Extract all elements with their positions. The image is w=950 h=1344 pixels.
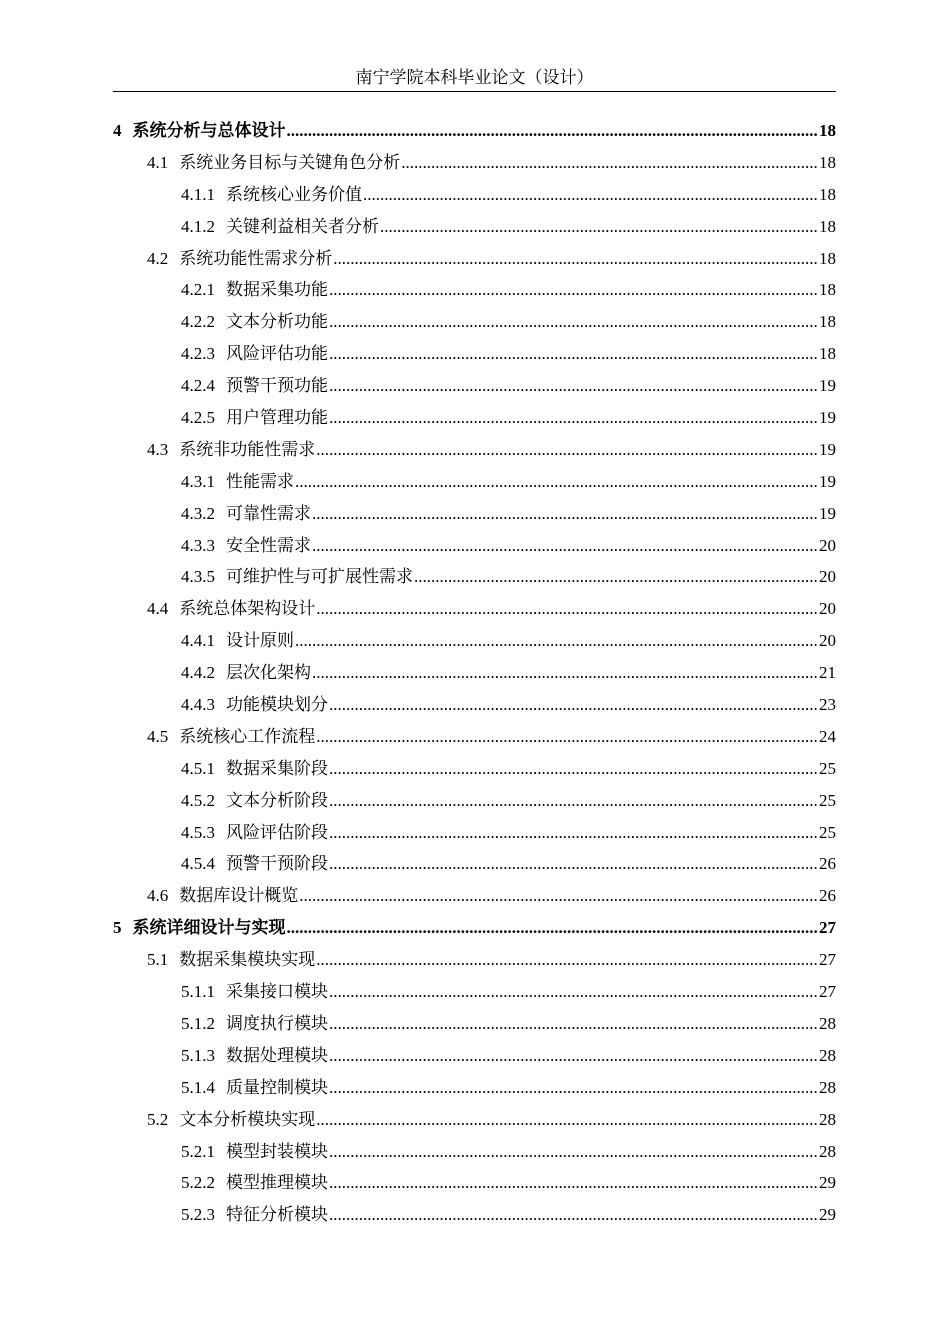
toc-entry[interactable]	[113, 1040, 836, 1072]
toc-entry-title: 模型封装模块	[226, 1141, 328, 1161]
toc-entry-title: 预警干预功能	[226, 376, 328, 396]
toc-entry-title: 关键利益相关者分析	[226, 216, 379, 236]
toc-entry-number: 4.2.5	[181, 408, 215, 428]
toc-entry[interactable]	[113, 370, 836, 402]
toc-entry-page: 19	[819, 408, 836, 428]
toc-dot-leader	[329, 785, 818, 817]
toc-entry-page: 29	[819, 1205, 836, 1225]
toc-entry-title: 特征分析模块	[226, 1205, 328, 1225]
toc-dot-leader	[329, 976, 818, 1008]
toc-entry-title: 数据采集模块实现	[179, 950, 316, 970]
toc-entry-page: 19	[819, 439, 836, 459]
toc-entry-number: 4.5.3	[181, 822, 215, 842]
toc-entry[interactable]	[113, 657, 836, 689]
toc-dot-leader	[329, 1040, 818, 1072]
toc-entry-title: 数据库设计概览	[179, 886, 299, 906]
toc-entry-title: 层次化架构	[226, 663, 311, 683]
toc-entry-page: 18	[819, 216, 836, 236]
toc-entry-title: 用户管理功能	[226, 408, 328, 428]
toc-entry-page: 26	[819, 886, 836, 906]
toc-entry-title: 质量控制模块	[226, 1077, 328, 1097]
toc-entry[interactable]	[113, 976, 836, 1008]
toc-entry-page: 18	[819, 121, 836, 140]
toc-entry-number: 4.1.2	[181, 216, 215, 236]
toc-entry-page: 18	[819, 184, 836, 204]
toc-entry-number: 4.3.5	[181, 567, 215, 587]
toc-entry-title: 系统总体架构设计	[179, 599, 316, 619]
toc-entry-page: 20	[819, 535, 836, 555]
toc-entry-number: 5.2	[147, 1109, 169, 1129]
toc-entry-number: 5.1.2	[181, 1013, 215, 1033]
toc-entry-number: 4.4.1	[181, 631, 215, 651]
toc-entry-number: 4.5.1	[181, 758, 215, 778]
toc-entry-page: 18	[819, 152, 836, 172]
toc-entry-number: 5.1.4	[181, 1077, 215, 1097]
toc-dot-leader	[414, 561, 818, 593]
toc-entry-title: 安全性需求	[226, 535, 311, 555]
toc-entry-title: 调度执行模块	[226, 1013, 328, 1033]
toc-entry-title: 性能需求	[226, 471, 294, 491]
toc-entry-page: 21	[819, 663, 836, 683]
toc-entry-title: 系统功能性需求分析	[179, 248, 333, 268]
toc-entry-number: 4.3.1	[181, 471, 215, 491]
toc-entry-page: 28	[819, 1109, 836, 1129]
toc-entry-number: 4.2.3	[181, 344, 215, 364]
toc-entry[interactable]	[113, 1199, 836, 1231]
toc-dot-leader	[380, 211, 818, 243]
toc-entry[interactable]	[113, 434, 836, 466]
toc-entry-number: 4.2.2	[181, 312, 215, 332]
toc-dot-leader	[329, 689, 818, 721]
toc-entry[interactable]	[113, 306, 836, 338]
toc-entry-page: 25	[819, 790, 836, 810]
table-of-contents	[113, 115, 836, 1231]
toc-dot-leader	[312, 498, 818, 530]
toc-entry-number: 4.1.1	[181, 184, 215, 204]
toc-entry[interactable]	[113, 243, 836, 275]
toc-dot-leader	[287, 115, 819, 147]
toc-entry[interactable]	[113, 593, 836, 625]
toc-dot-leader	[329, 1008, 818, 1040]
toc-entry-title: 可靠性需求	[226, 503, 311, 523]
toc-entry-page: 18	[819, 312, 836, 332]
toc-entry-title: 功能模块划分	[226, 695, 328, 715]
toc-dot-leader	[312, 530, 818, 562]
toc-entry-page: 24	[819, 726, 836, 746]
toc-entry-page: 19	[819, 503, 836, 523]
toc-dot-leader	[299, 880, 818, 912]
toc-entry-title: 系统业务目标与关键角色分析	[179, 152, 401, 172]
toc-entry[interactable]	[113, 817, 836, 849]
toc-entry-number: 5.1.1	[181, 982, 215, 1002]
toc-entry[interactable]	[113, 274, 836, 306]
toc-entry-number: 4.5	[147, 726, 169, 746]
toc-entry-number: 4.5.2	[181, 790, 215, 810]
toc-entry-page: 19	[819, 471, 836, 491]
toc-entry-number: 4.3	[147, 439, 169, 459]
toc-entry-page: 20	[819, 631, 836, 651]
toc-entry[interactable]	[113, 785, 836, 817]
toc-entry-title: 可维护性与可扩展性需求	[226, 567, 413, 587]
toc-entry[interactable]	[113, 561, 836, 593]
toc-entry-page: 26	[819, 854, 836, 874]
toc-entry[interactable]	[113, 1104, 836, 1136]
toc-entry-number: 4.6	[147, 886, 169, 906]
toc-dot-leader	[329, 753, 818, 785]
toc-entry-number: 4.3.2	[181, 503, 215, 523]
toc-entry[interactable]	[113, 1008, 836, 1040]
toc-dot-leader	[401, 147, 818, 179]
toc-entry-number: 4.2.4	[181, 376, 215, 396]
toc-entry-number: 4.2	[147, 248, 169, 268]
toc-entry-page: 28	[819, 1141, 836, 1161]
toc-entry-number: 4.3.3	[181, 535, 215, 555]
toc-entry-number: 5	[113, 918, 122, 938]
toc-entry-number: 4.4.3	[181, 695, 215, 715]
toc-entry-title: 模型推理模块	[226, 1173, 328, 1193]
toc-entry[interactable]	[113, 753, 836, 785]
toc-dot-leader	[295, 466, 818, 498]
toc-entry-number: 4	[113, 121, 122, 140]
toc-dot-leader	[329, 1136, 818, 1168]
toc-entry-page: 28	[819, 1077, 836, 1097]
toc-entry-page: 23	[819, 695, 836, 715]
toc-entry[interactable]	[113, 848, 836, 880]
toc-entry[interactable]	[113, 880, 836, 912]
toc-entry-title: 文本分析功能	[226, 312, 328, 332]
toc-entry[interactable]	[113, 721, 836, 753]
toc-entry[interactable]	[113, 912, 836, 944]
toc-dot-leader	[329, 338, 818, 370]
toc-entry-page: 27	[819, 918, 836, 938]
toc-entry-page: 25	[819, 758, 836, 778]
toc-entry-number: 4.5.4	[181, 854, 215, 874]
toc-dot-leader	[287, 912, 819, 944]
toc-entry-page: 27	[819, 950, 836, 970]
toc-entry-number: 5.2.2	[181, 1173, 215, 1193]
toc-entry-title: 系统详细设计与实现	[132, 918, 286, 938]
toc-entry-title: 数据采集功能	[226, 280, 328, 300]
toc-dot-leader	[316, 593, 818, 625]
toc-entry-number: 5.2.1	[181, 1141, 215, 1161]
toc-entry-page: 18	[819, 344, 836, 364]
toc-entry[interactable]	[113, 1136, 836, 1168]
toc-dot-leader	[329, 848, 818, 880]
toc-entry[interactable]	[113, 944, 836, 976]
toc-entry[interactable]	[113, 466, 836, 498]
toc-entry-title: 系统核心工作流程	[179, 726, 316, 746]
toc-dot-leader	[329, 1167, 818, 1199]
toc-entry[interactable]	[113, 115, 836, 147]
toc-dot-leader	[312, 657, 818, 689]
toc-entry-page: 19	[819, 376, 836, 396]
toc-entry-number: 4.4.2	[181, 663, 215, 683]
toc-dot-leader	[329, 817, 818, 849]
toc-entry-number: 4.4	[147, 599, 169, 619]
toc-entry[interactable]	[113, 1167, 836, 1199]
toc-entry-page: 20	[819, 599, 836, 619]
toc-entry[interactable]	[113, 402, 836, 434]
toc-entry-title: 文本分析模块实现	[179, 1109, 316, 1129]
toc-entry-page: 18	[819, 280, 836, 300]
toc-entry[interactable]	[113, 625, 836, 657]
toc-entry-page: 27	[819, 982, 836, 1002]
toc-dot-leader	[295, 625, 818, 657]
toc-dot-leader	[363, 179, 818, 211]
toc-entry-page: 28	[819, 1045, 836, 1065]
toc-entry-title: 系统分析与总体设计	[132, 121, 286, 140]
toc-entry-page: 29	[819, 1173, 836, 1193]
toc-entry-title: 预警干预阶段	[226, 854, 328, 874]
toc-entry-number: 5.1.3	[181, 1045, 215, 1065]
toc-dot-leader	[329, 402, 818, 434]
toc-entry[interactable]	[113, 498, 836, 530]
toc-entry-number: 4.2.1	[181, 280, 215, 300]
toc-dot-leader	[329, 1072, 818, 1104]
toc-dot-leader	[316, 1104, 818, 1136]
toc-entry-title: 数据采集阶段	[226, 758, 328, 778]
toc-dot-leader	[329, 306, 818, 338]
toc-entry[interactable]	[113, 179, 836, 211]
toc-entry-number: 4.1	[147, 152, 169, 172]
toc-entry[interactable]	[113, 147, 836, 179]
toc-entry-title: 风险评估功能	[226, 344, 328, 364]
toc-entry-title: 风险评估阶段	[226, 822, 328, 842]
toc-entry-page: 20	[819, 567, 836, 587]
toc-dot-leader	[329, 370, 818, 402]
toc-entry-title: 采集接口模块	[226, 982, 328, 1002]
toc-entry-number: 5.2.3	[181, 1205, 215, 1225]
toc-dot-leader	[316, 721, 818, 753]
toc-entry[interactable]	[113, 689, 836, 721]
toc-entry-title: 文本分析阶段	[226, 790, 328, 810]
toc-dot-leader	[329, 1199, 818, 1231]
toc-dot-leader	[316, 434, 818, 466]
toc-dot-leader	[333, 243, 818, 275]
toc-entry[interactable]	[113, 211, 836, 243]
toc-entry[interactable]	[113, 530, 836, 562]
page-header: 南宁学院本科毕业论文（设计）	[113, 66, 836, 92]
toc-entry-page: 18	[819, 248, 836, 268]
toc-entry[interactable]	[113, 1072, 836, 1104]
toc-entry-page: 28	[819, 1013, 836, 1033]
toc-entry-number: 5.1	[147, 950, 169, 970]
toc-entry-title: 数据处理模块	[226, 1045, 328, 1065]
toc-entry-page: 25	[819, 822, 836, 842]
toc-entry-title: 系统非功能性需求	[179, 439, 316, 459]
toc-dot-leader	[316, 944, 818, 976]
toc-dot-leader	[329, 274, 818, 306]
toc-entry-title: 设计原则	[226, 631, 294, 651]
toc-entry[interactable]	[113, 338, 836, 370]
toc-entry-title: 系统核心业务价值	[226, 184, 362, 204]
